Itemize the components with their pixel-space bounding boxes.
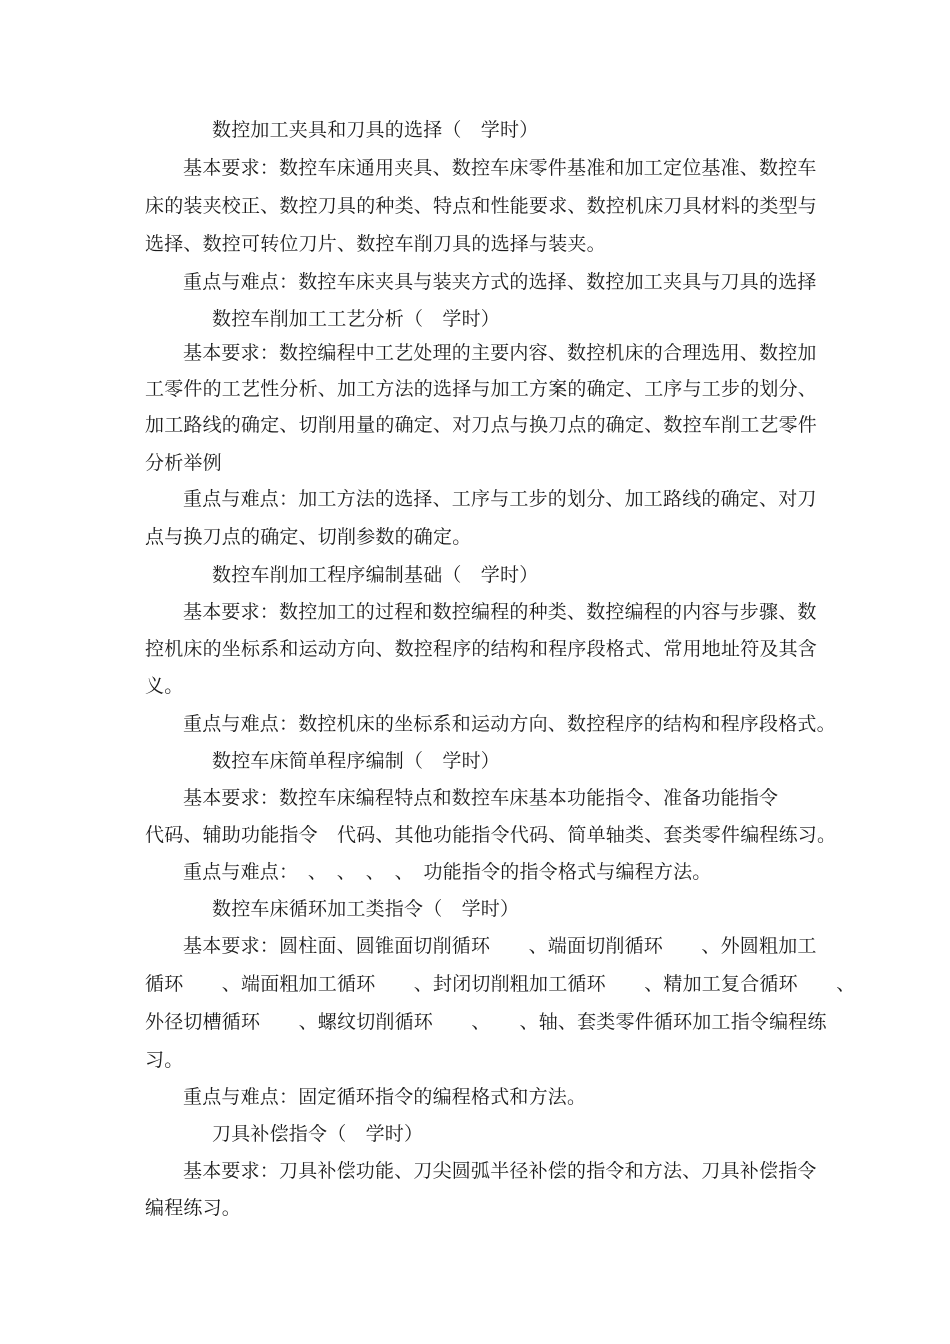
key-points-text: 点与换刀点的确定、切削参数的确定。 [145,526,472,548]
requirement-text: 基本要求：刀具补偿功能、刀尖圆弧半径补偿的指令和方法、刀具补偿指令 [183,1160,817,1182]
requirement-text: 选择、数控可转位刀片、数控车削刀具的选择与装夹。 [145,233,606,255]
requirement-text: 编程练习。 [145,1197,242,1219]
key-points-text: 重点与难点：数控车床夹具与装夹方式的选择、数控加工夹具与刀具的选择 [183,271,817,293]
requirement-text: 基本要求：圆柱面、圆锥面切削循环 、端面切削循环 、外圆粗加工 [183,935,817,957]
requirement-text: 外径切槽循环 、螺纹切削循环 、 、轴、套类零件循环加工指令编程练 [145,1011,827,1033]
requirement-text: 义。 [145,675,184,697]
section-title: 刀具补偿指令（ 学时） [212,1123,424,1145]
requirement-text: 控机床的坐标系和运动方向、数控程序的结构和程序段格式、常用地址符及其含 [145,638,818,660]
requirement-text: 基本要求：数控加工的过程和数控编程的种类、数控编程的内容与步骤、数 [183,601,817,623]
key-points-text: 重点与难点：固定循环指令的编程格式和方法。 [183,1086,587,1108]
requirement-text: 代码、辅助功能指令 代码、其他功能指令代码、简单轴类、套类零件编程练习。 [145,824,837,846]
requirement-text: 加工路线的确定、切削用量的确定、对刀点与换刀点的确定、数控车削工艺零件 [145,414,818,436]
requirement-text: 分析举例 [145,452,222,474]
section-title: 数控车削加工工艺分析（ 学时） [212,308,501,330]
requirement-text: 床的装夹校正、数控刀具的种类、特点和性能要求、数控机床刀具材料的类型与 [145,195,818,217]
section-title: 数控车床循环加工类指令（ 学时） [212,898,520,920]
requirement-text: 基本要求：数控车床编程特点和数控车床基本功能指令、准备功能指令 [183,787,779,809]
section-title: 数控加工夹具和刀具的选择（ 学时） [212,119,539,141]
requirement-text: 基本要求：数控车床通用夹具、数控车床零件基准和加工定位基准、数控车 [183,157,817,179]
requirement-text: 习。 [145,1049,184,1071]
key-points-text: 重点与难点：数控机床的坐标系和运动方向、数控程序的结构和程序段格式。 [183,713,836,735]
section-title: 数控车削加工程序编制基础（ 学时） [212,564,539,586]
section-title: 数控车床简单程序编制（ 学时） [212,750,501,772]
requirement-text: 工零件的工艺性分析、加工方法的选择与加工方案的确定、工序与工步的划分、 [145,378,818,400]
key-points-text: 重点与难点：加工方法的选择、工序与工步的划分、加工路线的确定、对刀 [183,488,817,510]
requirement-text: 基本要求：数控编程中工艺处理的主要内容、数控机床的合理选用、数控加 [183,342,817,364]
requirement-text: 循环 、端面粗加工循环 、封闭切削粗加工循环 、精加工复合循环 、 [145,973,856,995]
key-points-text: 重点与难点： 、 、 、 、 功能指令的指令格式与编程方法。 [183,861,712,883]
